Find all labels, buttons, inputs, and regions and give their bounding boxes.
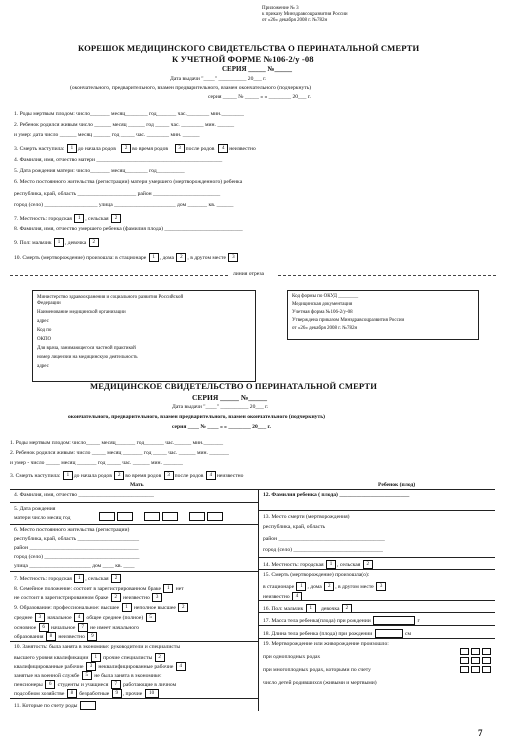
other-specialists-label: прочие специалисты — [103, 654, 153, 661]
stub-form-title: К УЧЕТНОЙ ФОРМЕ №106-2/у -08 — [172, 54, 314, 64]
left-item-4: 4. Фамилия, имя, отчество ___________________________ — [14, 492, 154, 498]
left-item-9b — [14, 613, 157, 622]
rule — [258, 612, 495, 613]
education-tail-label: образования — [14, 633, 44, 640]
r-girl-label: девочка — [320, 605, 340, 612]
subsidiary-label: подсобном хозяйстве — [14, 690, 65, 697]
day-box[interactable] — [99, 512, 115, 521]
checkbox-home[interactable]: 2 — [324, 582, 334, 591]
checkbox-rural[interactable]: 2 — [111, 574, 121, 583]
home-work-label: работающие в личном — [123, 681, 177, 688]
unknown-label: неизвестно — [123, 594, 150, 601]
left-item-6d: город (село) __________________________________ — [14, 554, 140, 560]
rule — [258, 638, 495, 639]
birthdate-boxes — [98, 507, 224, 525]
grid-cell[interactable] — [482, 648, 491, 655]
left-item-10c — [14, 662, 187, 671]
checkbox-home[interactable]: 2 — [176, 253, 186, 262]
cert-item-2: 2. Ребенок родился живым: число _____ месяц _______ год _____ час. ______ мин. _______ — [10, 450, 229, 456]
left-item-9c — [14, 623, 139, 632]
locality-label: 7. Местность: городская — [14, 575, 72, 582]
stub-sex-label: 9. Пол: мальчик — [14, 239, 52, 246]
rule — [10, 502, 258, 503]
okud-text — [292, 293, 404, 333]
r-rural-label: сельская — [339, 561, 361, 568]
left-item-5b: матери число месяц год — [14, 515, 71, 521]
left-item-10: 10. Занятость: была занята в экономике: руководители и специалисты — [14, 644, 181, 650]
r-other-place-label: в другом месте — [338, 583, 374, 590]
stub-series: СЕРИЯ _____ №_____ — [222, 65, 293, 73]
stub-girl-label: девочка — [67, 239, 87, 246]
org-line: ОКПО — [37, 337, 52, 342]
left-item-8b — [14, 593, 163, 602]
high-qual-label: высшего уровня квалификации — [14, 654, 89, 661]
stub-issue-date: Дата выдачи "____" __________ 20___ г. — [170, 76, 267, 82]
cert-item-2b: и умер - число _____ месяц _______ год _____ час. ______ мин. _______ — [10, 460, 183, 466]
cert-series-line: серия ____ № ____ « » ________ 20___ г. — [172, 424, 271, 430]
appendix-line: от «26» декабря 2008 г. №782н — [262, 18, 328, 23]
cert-item-1: 1. Роды мертвым плодом: число_____ месяц_______ год_______ час.______ мин._______ — [10, 440, 224, 446]
left-item-6b: республика, край, область ______________________ — [14, 536, 139, 542]
stub-item-6: 6. Место постоянного жительства (регистрации) матери умершего (мертворожденного) ребенка — [14, 179, 243, 185]
checkbox-urban[interactable]: 1 — [74, 214, 84, 223]
unknown-label: неизвестно — [58, 633, 85, 640]
left-item-6e: улица ______________________ дом ____ кв. ____ — [14, 563, 135, 569]
stub-title: КОРЕШОК МЕДИЦИНСКОГО СВИДЕТЕЛЬСТВА О ПЕРИНАТАЛЬНОЙ СМЕРТИ — [78, 43, 420, 53]
checkbox-not-married[interactable]: 2 — [111, 593, 121, 602]
left-item-10e — [14, 680, 176, 689]
checkbox-unqualified[interactable]: 4 — [176, 662, 186, 671]
marital-not-label: не состоит в зарегистрированном браке — [14, 594, 109, 601]
rule — [10, 698, 258, 699]
checkbox-other-place[interactable]: 3 — [228, 253, 238, 262]
stub-item-8: 8. Фамилия, имя, отчество умершего ребенка (фамилия плода) ____________________________ — [14, 226, 243, 232]
okud-line: Учетная форма №106-2/у-08 — [292, 310, 353, 315]
grid-cell[interactable] — [482, 666, 491, 673]
cert-item-3-label: 3. Смерть наступила: — [10, 472, 61, 479]
org-line: Федерации — [37, 301, 61, 306]
checkbox-military[interactable]: 5 — [82, 671, 92, 680]
left-item-11 — [14, 701, 97, 710]
stub-item-6b: республика, край, область _____________________ район ________________________ — [14, 191, 221, 197]
stub-item-10: 10. Смерть (мертворождение) произошла: в стационаре 1 , дома 2 , в другом месте 3 — [14, 253, 239, 262]
checkbox-edu-unknown[interactable]: 9 — [87, 632, 97, 641]
qualified-label: квалифицированные рабочие — [14, 663, 84, 670]
r-hospital-label: в стационаре — [263, 583, 295, 590]
stub-item-3 — [14, 144, 256, 153]
marital-label: 8. Семейное положение: состоит в зарегистрированном браке — [14, 585, 161, 592]
appendix-header — [262, 6, 348, 24]
checkbox-1[interactable]: 1 — [67, 144, 77, 153]
checkbox-married[interactable]: 1 — [163, 584, 173, 593]
checkbox-2[interactable]: 2 — [114, 471, 124, 480]
checkbox-secondary[interactable]: 3 — [35, 613, 45, 622]
left-item-10b — [14, 653, 166, 662]
checkbox-initial[interactable]: 4 — [74, 613, 84, 622]
stub-item-2: 2. Ребенок родился живым число ______ месяц ______ год _____ час. ________ мин. ______ — [14, 122, 235, 128]
left-item-9 — [14, 603, 189, 612]
left-item-6c: район _______________________________________ — [14, 545, 139, 551]
stub-item-5: 5. Дата рождения матери: число_______ месяц________ год__________ — [14, 168, 185, 174]
grid-cell[interactable] — [460, 657, 469, 664]
birth-order-box[interactable] — [80, 701, 96, 710]
marital-no-label: нет — [175, 585, 184, 592]
checkbox-3[interactable]: 3 — [175, 144, 185, 153]
right-item-19: 19. Мертворождение или живорождение произошло: — [263, 641, 389, 647]
right-item-18 — [263, 629, 411, 638]
students-label: студенты и учащиеся — [57, 681, 109, 688]
stub-item-6c: город (село) ___________________ улица ______________________ дом _______ кв. ______ — [14, 202, 234, 208]
checkbox-hospital[interactable]: 1 — [149, 253, 159, 262]
cert-title: МЕДИЦИНСКОЕ СВИДЕТЕЛЬСТВО О ПЕРИНАТАЛЬНОЙ СМЕРТИ — [90, 381, 378, 391]
checkbox-qualified[interactable]: 3 — [86, 662, 96, 671]
org-line: Наименование медицинской организации — [37, 310, 126, 315]
right-item-19b: при одноплодных родах — [263, 654, 321, 660]
incomplete-higher-label: неполное высшее — [133, 604, 176, 611]
left-item-10f: подсобном хозяйстве 8 безработные 9 , прочие 10 — [14, 689, 160, 698]
general-label: общее среднее (полное) — [86, 614, 144, 621]
no-primary-label: не имеет начального — [90, 624, 140, 631]
stub-place-label: 10. Смерть (мертворождение) произошла: в стационаре — [14, 254, 147, 261]
checkbox-leaders[interactable]: 1 — [91, 653, 101, 662]
rule — [258, 600, 495, 601]
rule — [10, 641, 258, 642]
col-child-header: Ребенок (плод) — [378, 482, 416, 488]
unemployed-label: безработные — [79, 690, 110, 697]
year-box[interactable] — [207, 512, 223, 521]
death-option-label: во время родов — [125, 472, 162, 479]
unqualified-label: неквалифицированные рабочие — [98, 663, 174, 670]
checkbox-basic[interactable]: 6 — [39, 623, 49, 632]
checkbox-general[interactable]: 5 — [146, 613, 156, 622]
left-item-10d — [14, 671, 162, 680]
okud-line: Код формы по ОКУД ________ — [292, 294, 359, 299]
right-item-19d: число детей родившихся (живыми и мертвыми) — [263, 680, 377, 686]
military-label: занятые на военной службе — [14, 672, 80, 679]
right-item-13d: город (село) ________________________________ — [263, 547, 383, 553]
birth-count-grid[interactable] — [460, 648, 491, 673]
death-option-label: неизвестно — [216, 472, 244, 479]
initial-label: начальное — [47, 614, 72, 621]
okud-line: Утверждена приказом Минздравсоцразвития России — [292, 318, 405, 323]
stub-item-9: 9. Пол: мальчик 1 , девочка 2 — [14, 238, 100, 247]
stub-doc-type: (окончательного, предварительного, взамен предварительного, взамен окончательного (подчеркнуть) — [70, 85, 312, 91]
org-line: Министерство здравоохранения и социального развития Российской — [37, 295, 184, 300]
checkbox-boy[interactable]: 1 — [306, 604, 316, 613]
cert-doc-type: окончательного, предварительного, взамен предварительного, взамен окончательного (подчеркнуть) — [68, 414, 326, 420]
month-box[interactable] — [162, 512, 178, 521]
basic-label: основное — [14, 624, 37, 631]
checkbox-girl[interactable]: 2 — [89, 238, 99, 247]
checkbox-1[interactable]: 1 — [63, 471, 73, 480]
death-option-label: до начала родов — [77, 145, 116, 152]
death-option-label: во время родов — [132, 145, 169, 152]
secondary-label: среднее — [14, 614, 33, 621]
r-home-label: дома — [310, 583, 322, 590]
right-item-15b: в стационаре 1 , дома 2 , в другом месте 3 — [263, 582, 387, 591]
cut-line-right — [278, 275, 496, 276]
checkbox-other-specialists[interactable]: 2 — [155, 653, 165, 662]
rural-label: сельская — [88, 575, 109, 582]
checkbox-subsidiary[interactable]: 8 — [67, 689, 77, 698]
checkbox-girl[interactable]: 2 — [342, 604, 352, 613]
weight-label: 17. Масса тела ребенка(плода) при рождении — [263, 617, 371, 624]
checkbox-rural[interactable]: 2 — [111, 214, 121, 223]
cert-item-3 — [10, 471, 243, 480]
checkbox-rural[interactable]: 2 — [363, 560, 373, 569]
rule — [258, 569, 495, 570]
checkbox-higher[interactable]: 1 — [122, 603, 132, 612]
day-box[interactable] — [117, 512, 133, 521]
r-unknown-label: неизвестно — [263, 593, 290, 600]
checkbox-3[interactable]: 3 — [164, 471, 174, 480]
death-option-label: после родов — [174, 472, 204, 479]
checkbox-primary[interactable]: 7 — [78, 623, 88, 632]
grid-cell[interactable] — [482, 657, 491, 664]
stub-item-1: 1. Роды мертвым плодом: число_______ месяц________ год_______ час.________ мин.________ — [14, 111, 244, 117]
appendix-line: Приложение № 3 — [262, 6, 299, 11]
grid-cell[interactable] — [471, 666, 480, 673]
org-line: Код по — [37, 328, 52, 333]
right-item-17 — [263, 616, 420, 625]
rule — [258, 625, 495, 626]
stub-item-4: 4. Фамилия, имя, отчество матери _____________________________________________ — [14, 157, 223, 163]
length-unit: см — [405, 630, 412, 637]
right-item-12: 12. Фамилия ребенка ( плода) _________________________ — [263, 492, 410, 498]
stub-item-7: 7. Местность: городская 1 , сельская 2 — [14, 214, 122, 223]
month-box[interactable] — [144, 512, 160, 521]
org-line: номер лицензии на медицинскую деятельность — [37, 355, 138, 360]
rule — [258, 510, 495, 511]
checkbox-boy[interactable]: 1 — [54, 238, 64, 247]
stub-other-place-label: в другом месте — [190, 254, 226, 261]
left-item-9d — [14, 632, 98, 641]
org-info-text — [37, 293, 183, 371]
org-line: Для врача, занимающегося частной практикой — [37, 346, 136, 351]
checkbox-unknown[interactable]: 3 — [152, 593, 162, 602]
columns-top-rule — [10, 489, 495, 490]
weight-box[interactable] — [373, 616, 415, 625]
death-option-label: неизвестно — [229, 145, 256, 152]
left-item-7: 7. Местность: городская 1 , сельская 2 — [14, 574, 122, 583]
grid-cell[interactable] — [471, 657, 480, 664]
left-item-5: 5. Дата рождения — [14, 506, 56, 512]
page-number: 7 — [478, 728, 483, 738]
appendix-line: к приказу Минздравсоцразвития России — [262, 12, 348, 17]
checkbox-4[interactable]: 4 — [206, 471, 216, 480]
checkbox-other[interactable]: 10 — [145, 689, 159, 698]
other-label: прочие — [125, 690, 143, 697]
checkbox-2[interactable]: 2 — [121, 144, 131, 153]
checkbox-pensioners[interactable]: 6 — [45, 680, 55, 689]
checkbox-place-unknown[interactable]: 4 — [292, 592, 302, 601]
checkbox-urban[interactable]: 1 — [74, 574, 84, 583]
okud-line: от «26» декабря 2008 г. №782н — [292, 326, 358, 331]
grid-cell[interactable] — [460, 648, 469, 655]
right-item-13c: район ______________________________________ — [263, 536, 385, 542]
right-item-14: 14. Местность: городская 1 , сельская 2 — [263, 560, 374, 569]
stub-item-3-label: 3. Смерть наступила: — [14, 145, 65, 152]
education-label: 9. Образование: профессиональное: высшее — [14, 604, 120, 611]
stub-rural-label: сельская — [88, 215, 109, 222]
right-item-13: 13. Место смерти (мертворождения) — [263, 514, 350, 520]
stub-series-line: серия _____ № _____ « » ________ 20___ г. — [208, 94, 311, 100]
cut-line-left — [10, 275, 228, 276]
stub-locality-label: 7. Местность: городская — [14, 215, 72, 222]
left-item-8 — [14, 584, 184, 593]
death-option-label: после родов — [185, 145, 215, 152]
r-locality-label: 14. Местность: городская — [263, 561, 324, 568]
length-label: 18. Длина тела ребенка (плода) при рождении — [263, 630, 373, 637]
cert-issue-date: Дата выдачи "____" __________ 20___ г. — [172, 404, 269, 410]
checkbox-no-primary[interactable]: 8 — [46, 632, 56, 641]
grid-cell[interactable] — [471, 648, 480, 655]
death-option-label: до начала родов — [73, 472, 112, 479]
length-box[interactable] — [375, 629, 403, 638]
cert-series: СЕРИЯ _____ №_____ — [192, 393, 268, 402]
cut-line-label: линия отреза — [233, 271, 265, 277]
not-employed-label: не была занята в экономике: — [94, 672, 162, 679]
right-item-13b: республика, край, область — [263, 524, 326, 530]
pensioners-label: пенсионеры — [14, 681, 43, 688]
checkbox-hospital[interactable]: 1 — [296, 582, 306, 591]
weight-unit: г — [417, 617, 420, 624]
birth-order-label: 11. Которые по счету роды — [14, 702, 78, 709]
primary-label: начальное — [51, 624, 76, 631]
checkbox-unemployed[interactable]: 9 — [112, 689, 122, 698]
year-box[interactable] — [189, 512, 205, 521]
okud-line: Медицинская документация — [292, 302, 353, 307]
right-item-15: 15. Смерть (мертворождение) произошла(о): — [263, 572, 370, 578]
col-mother-header: Мать — [130, 482, 144, 488]
rule — [258, 557, 495, 558]
checkbox-students[interactable]: 7 — [111, 680, 121, 689]
left-item-6: 6. Место постоянного жительства (регистрации) — [14, 527, 130, 533]
org-line: адрес — [37, 319, 49, 324]
right-item-19c: при многоплодных родах, которыми по счету — [263, 667, 371, 673]
checkbox-other-place[interactable]: 3 — [376, 582, 386, 591]
stub-home-label: дома — [162, 254, 174, 261]
checkbox-urban[interactable]: 1 — [326, 560, 336, 569]
rule — [10, 571, 258, 572]
rule — [10, 524, 258, 525]
org-line: адрес — [37, 364, 49, 369]
checkbox-incomplete-higher[interactable]: 2 — [178, 603, 188, 612]
grid-cell[interactable] — [460, 666, 469, 673]
checkbox-4[interactable]: 4 — [218, 144, 228, 153]
r-sex-label: 16. Пол: мальчик — [263, 605, 304, 612]
stub-item-2b: и умер: дата число ______ месяц ______ год _____ час. ________ мин. ______ — [14, 132, 200, 138]
